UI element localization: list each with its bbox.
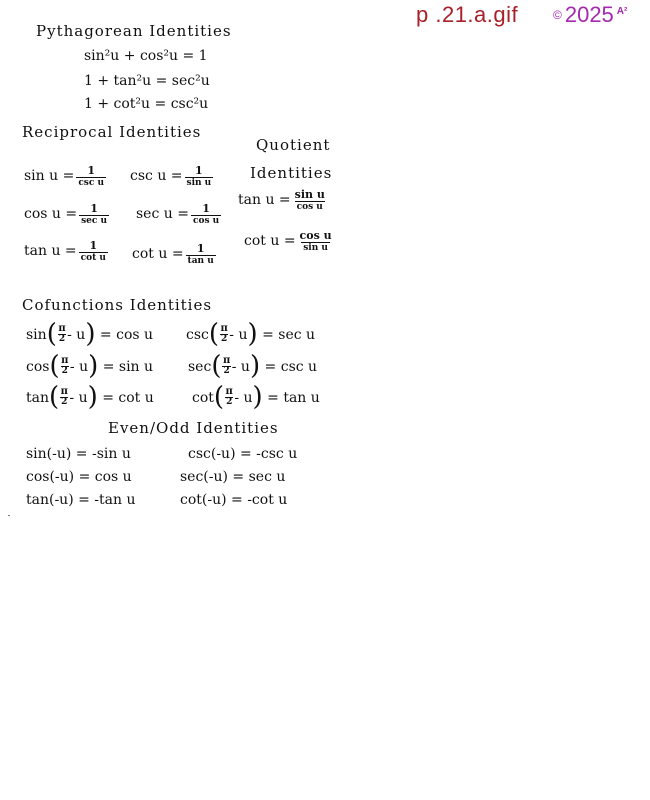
pythagorean-eq-1: sin²u + cos²u = 1 [84,48,208,64]
quotient-cot [244,230,336,253]
evenodd-tan: tan(-u) = -tan u [26,492,136,508]
reciprocal-cot-lhs: cot u = [132,246,184,263]
evenodd-sin: sin(-u) = -sin u [26,446,131,462]
quotient-cot-lhs: cot u = [244,233,296,250]
cofunction-rhs: = csc u [264,358,318,375]
fraction-denominator: tan u [187,255,214,266]
fraction-numerator: sin u [294,188,325,201]
cofunction-fn: tan [26,389,49,406]
pi-over-two: π 2 [61,355,69,377]
cofunction-fn: cos [26,358,50,375]
fraction-denominator: cos u [192,215,220,226]
fraction [79,203,109,226]
fraction-denominator: csc u [78,177,105,188]
cofunction-fn: sin [26,326,47,343]
cofunction-csc: csc ( π 2 - u ) = sec u [186,319,316,349]
evenodd-cos: cos(-u) = cos u [26,469,132,485]
fraction [76,165,106,188]
reciprocal-csc [130,165,215,188]
cofunction-cot: cot ( π 2 - u ) = tan u [192,382,320,412]
fraction [186,243,216,266]
cofunction-rhs: = tan u [267,389,320,406]
cofunction-tan: tan ( π 2 - u ) = cot u [26,382,154,412]
pi-over-two: π 2 [225,386,233,408]
pythagorean-eq-2: 1 + tan²u = sec²u [84,73,210,89]
fraction [191,203,221,226]
fraction-numerator: 1 [202,202,210,215]
cofunction-rhs: = sec u [262,326,316,343]
stray-mark [8,515,10,516]
cofunction-sin: sin ( π 2 - u ) = cos u [26,319,154,349]
fraction-denominator: sin u [303,242,328,253]
fraction-denominator: cot u [80,252,106,263]
fraction-numerator: 1 [195,164,203,177]
pi-over-two: π 2 [222,355,231,377]
fraction-numerator: 1 [196,242,205,255]
cofunctions-title: Cofunctions Identities [22,296,213,314]
reciprocal-sin-lhs: sin u = [24,168,75,185]
fraction-numerator: 1 [87,164,96,177]
fraction-denominator: cos u [296,201,323,212]
quotient-tan-lhs: tan u = [238,192,291,209]
reciprocal-csc-lhs: csc u = [130,168,183,185]
evenodd-csc: csc(-u) = -csc u [188,446,298,462]
quotient-title-line-1: Quotient [256,136,331,154]
reciprocal-sin [24,165,108,188]
cofunction-fn: csc [186,326,209,343]
evenodd-title: Even/Odd Identities [108,419,279,437]
copyright-year: 2025 [564,2,614,27]
fraction-denominator: sin u [186,177,212,188]
copyright-notice [553,2,627,28]
reciprocal-tan-lhs: tan u = [24,243,77,260]
cofunction-rhs: = cot u [102,389,154,406]
copyright-icon: © [553,8,562,22]
cofunction-rhs: = sin u [102,358,154,375]
fraction-numerator: 1 [89,239,98,252]
cofunction-sec: sec ( π 2 - u ) = csc u [188,351,318,381]
quotient-title-line-2: Identities [250,164,333,182]
evenodd-cot: cot(-u) = -cot u [180,492,288,508]
reciprocal-cos [24,203,111,226]
fraction [185,165,214,188]
fraction [293,189,327,212]
fraction [298,230,334,253]
reciprocal-cot [132,243,218,266]
fraction-numerator: 1 [90,202,98,215]
evenodd-sec: sec(-u) = sec u [180,469,286,485]
pythagorean-eq-3: 1 + cot²u = csc²u [84,96,209,112]
cofunction-cos: cos ( π 2 - u ) = sin u [26,351,154,381]
quotient-tan [238,189,329,212]
pythagorean-title: Pythagorean Identities [36,22,232,40]
pi-over-two: π 2 [58,323,66,345]
cofunction-fn: sec [188,358,212,375]
copyright-mark: A² [616,6,628,17]
fraction-denominator: sec u [81,215,108,226]
reciprocal-tan [24,240,110,263]
reciprocal-sec-lhs: sec u = [136,206,189,223]
pi-over-two: π 2 [220,323,228,345]
reciprocal-cos-lhs: cos u = [24,206,78,223]
file-name-label: p .21.a.gif [416,2,519,27]
fraction [79,240,108,263]
pi-over-two: π 2 [60,386,68,408]
cofunction-fn: cot [192,389,214,406]
reciprocal-sec [136,203,223,226]
reciprocal-title: Reciprocal Identities [22,123,202,141]
fraction-numerator: cos u [299,229,332,242]
cofunction-rhs: = cos u [99,326,154,343]
